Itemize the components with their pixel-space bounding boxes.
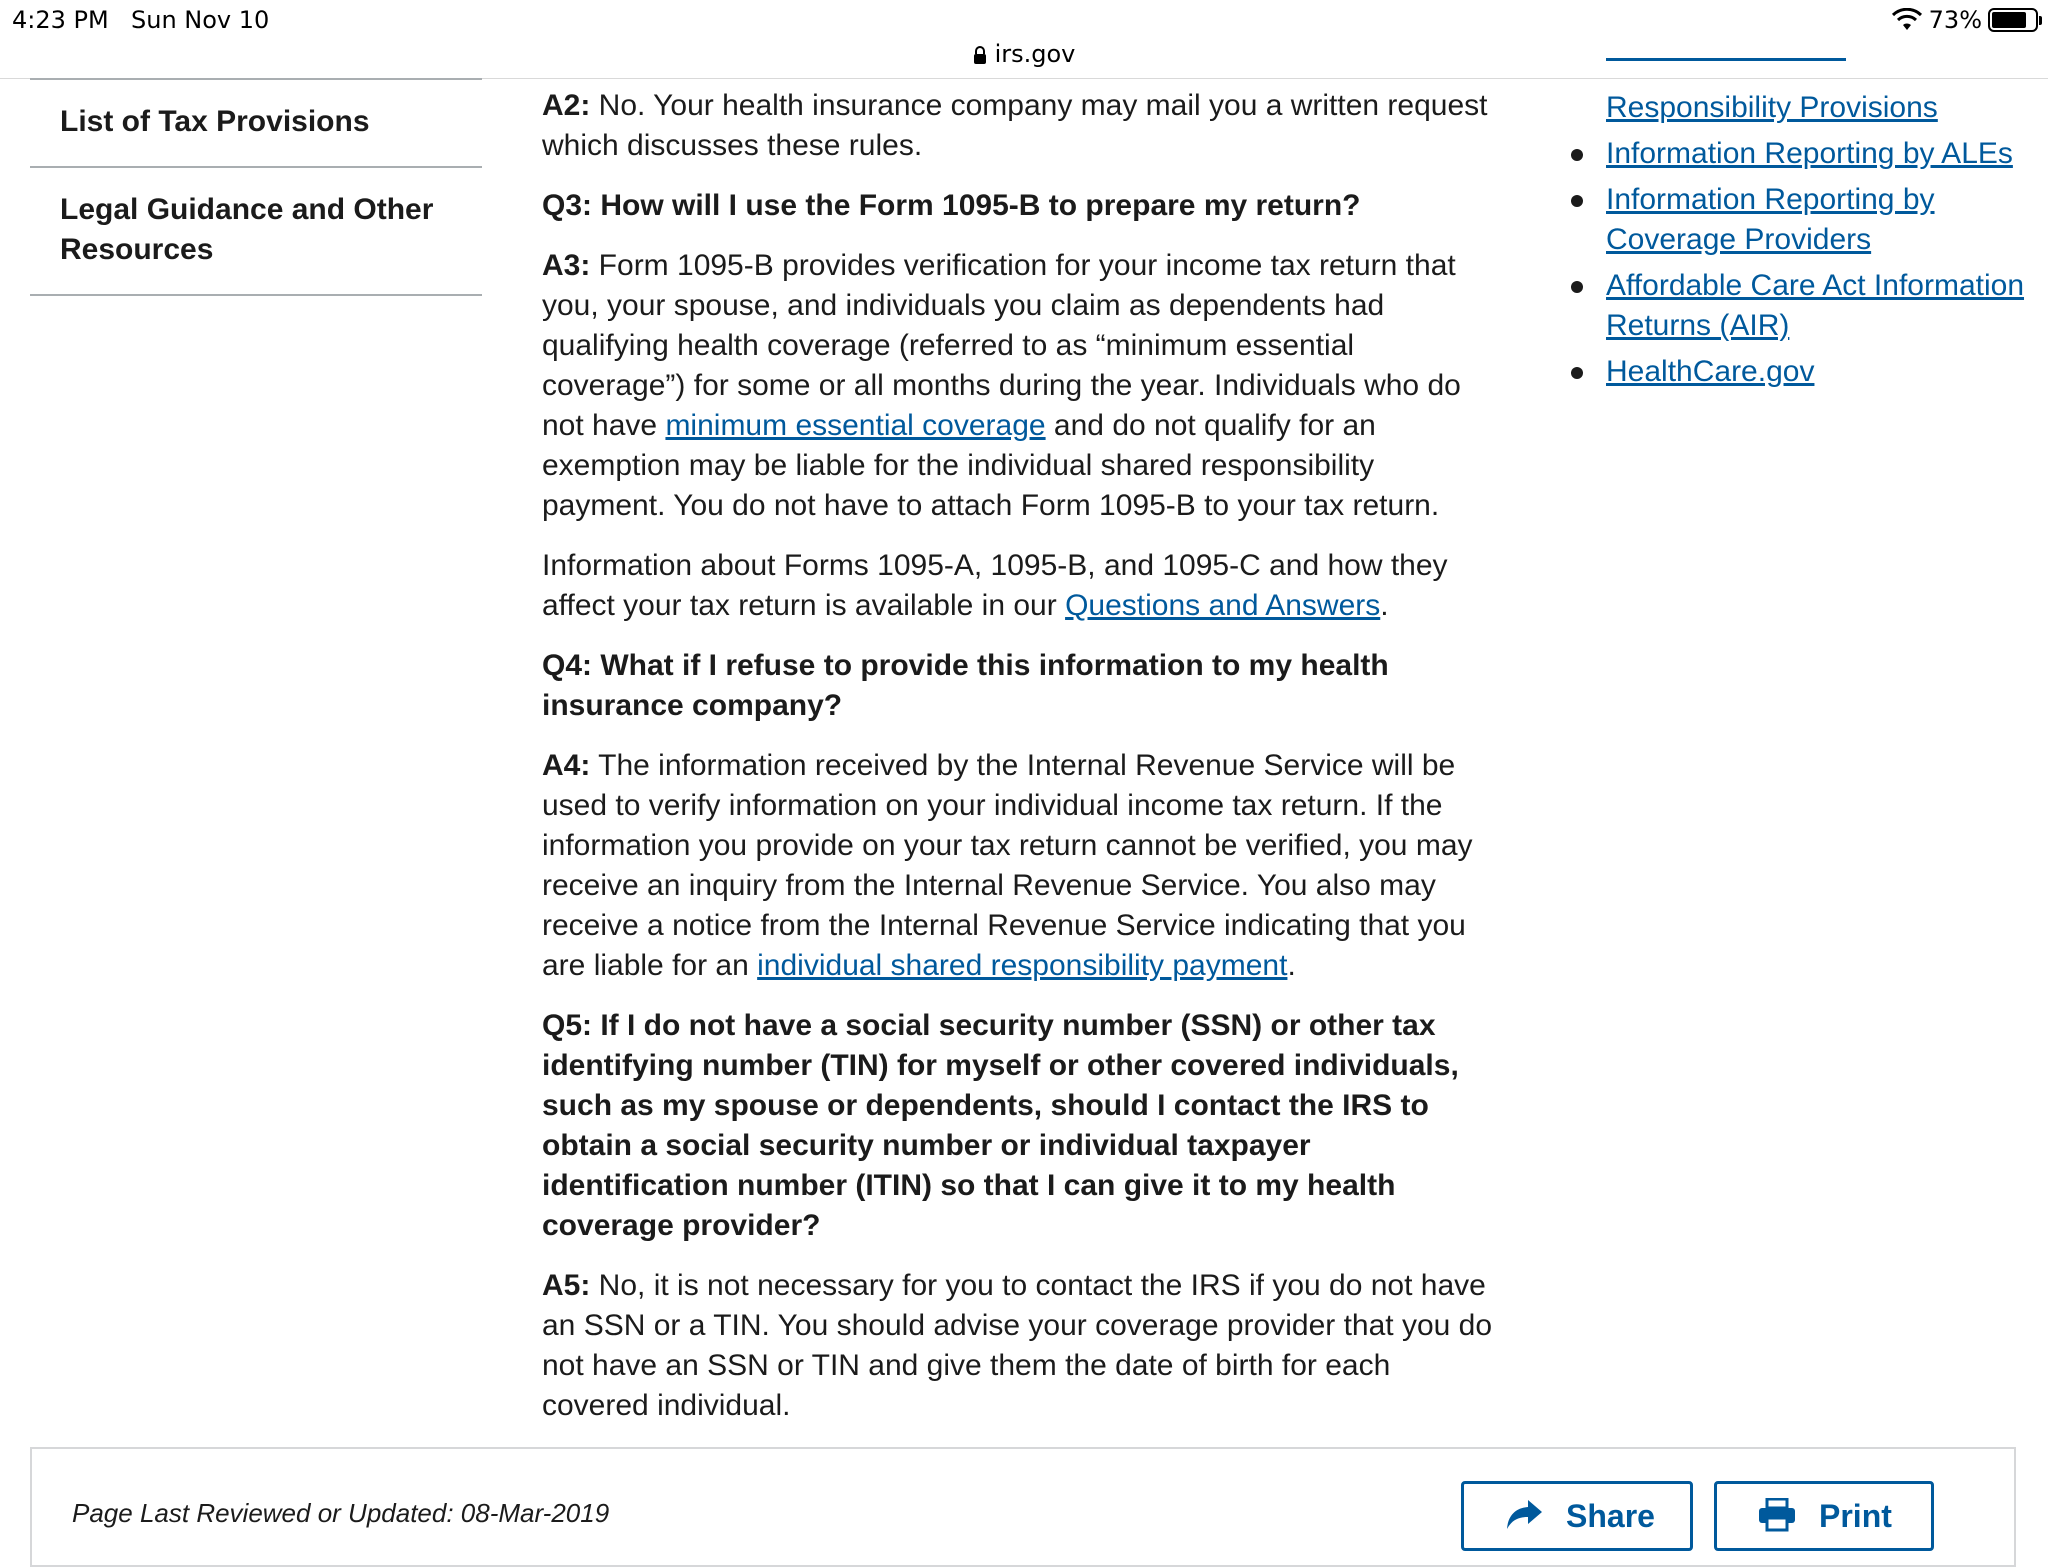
wifi-icon [1891,8,1923,32]
sidebar-item-tax-provisions[interactable]: List of Tax Provisions [30,80,482,168]
battery-icon [1988,8,2038,32]
sidebar-item-legal-guidance[interactable]: Legal Guidance and Other Resources [30,168,482,296]
url-text: irs.gov [994,40,1076,68]
share-icon [1504,1498,1544,1532]
share-button[interactable] [1461,1481,1693,1551]
main-content [542,86,1502,1446]
bullet [1571,281,1583,293]
answer-a5: A5: No, it is not necessary for you to contact the IRS if you do not have an SSN or a TIN. You should advise your coverage provider that you do not have an SSN or TIN and give them the date of birth for each covered individual. [542,1269,1493,1422]
question-q5: Q5: If I do not have a social security number (SSN) or other tax identifying number (TIN) for myself or other covered individuals, such as my spouse or dependents, should I contact the IRS to obtain a social security number or individual taxpayer identification number (ITIN) so that I can give it to my health coverage provider? [542,1009,1459,1242]
related-link-responsibility-provisions[interactable]: Responsibility Provisions [1606,91,1938,124]
answer-a4: A4: The information received by the Internal Revenue Service will be used to verify information on your individual income tax return. If the information you provide on your tax return cannot be verified, you may receive an inquiry from the Internal Revenue Service. You also may receive a notice from the Internal Revenue Service indicating that you are liable for an individual shared responsibility payment. [542,749,1473,982]
related-links [1566,52,2036,398]
print-button[interactable] [1714,1481,1934,1551]
last-reviewed-text: Page Last Reviewed or Updated: 08-Mar-2019 [72,1498,610,1528]
status-right [1891,6,2038,34]
print-icon [1757,1498,1797,1532]
answer-a2: A2: No. Your health insurance company may mail you a written request which discusses these rules. [542,89,1488,162]
questions-and-answers-link[interactable]: Questions and Answers [1065,589,1381,622]
status-time: 4:23 PM [12,6,109,34]
clipped-link-fragment [1606,58,1846,61]
answer-a3: A3: Form 1095-B provides verification for your income tax return that you, your spouse, and individuals you claim as dependents had qualifying health coverage (referred to as “minimum essential coverage”) for some or all months during the year. Individuals who do not have minimum essential coverage and do not qualify for an exemption may be liable for the individual shared responsibility payment. You do not have to attach Form 1095-B to your tax return. [542,249,1461,522]
sidebar-nav [30,78,482,296]
bullet [1571,149,1583,161]
question-q3: Q3: How will I use the Form 1095-B to prepare my return? [542,189,1361,222]
bullet [1571,195,1583,207]
related-link-healthcare-gov[interactable]: HealthCare.gov [1566,352,2036,392]
related-link-reporting-ales[interactable]: Information Reporting by ALEs [1566,134,2036,174]
status-bar [0,0,2048,40]
status-date: Sun Nov 10 [131,6,270,34]
related-link-reporting-coverage-providers[interactable]: Information Reporting by Coverage Providers [1566,180,2036,260]
shared-responsibility-payment-link[interactable]: individual shared responsibility payment [757,949,1288,982]
lock-icon [973,46,987,64]
question-q4: Q4: What if I refuse to provide this information to my health insurance company? [542,649,1389,722]
info-paragraph: Information about Forms 1095-A, 1095-B, and 1095-C and how they affect your tax return is available in our Questions and Answers. [542,549,1448,622]
minimum-essential-coverage-link[interactable]: minimum essential coverage [665,409,1046,442]
related-link-aca-air[interactable]: Affordable Care Act Information Returns (AIR) [1566,266,2036,346]
print-label: Print [1819,1498,1892,1534]
battery-percent: 73% [1928,6,1982,34]
bullet [1571,367,1583,379]
share-label: Share [1566,1498,1655,1534]
